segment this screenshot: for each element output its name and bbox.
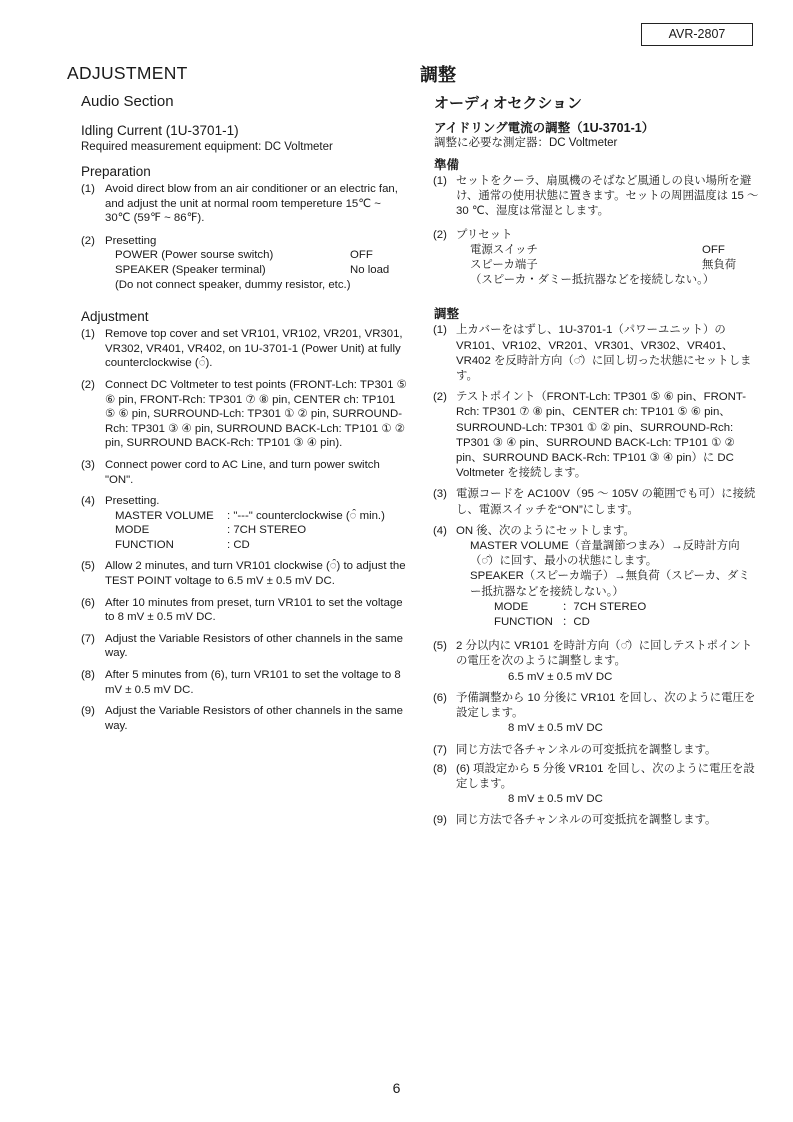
jp-adj-value: 8 mV ± 0.5 mV DC (508, 722, 603, 735)
en-adj-item: (9) Adjust the Variable Resistors of other channels in the same way. (81, 705, 404, 732)
jp-adj-value: 8 mV ± 0.5 mV DC (508, 793, 603, 806)
en-prep-preset: (2) Presetting POWER (Power sourse switch) OFF SPEAKER (Speaker terminal) No load (Do not connect speaker, dummy resistor, etc.) (67, 234, 407, 292)
en-preset-row: SPEAKER (Speaker terminal) No load (115, 263, 390, 276)
jp-prep-heading: 準備 (434, 158, 460, 172)
jp-prep-preset: (2) プリセット 電源スイッチ OFF スピーカ端子 無負荷 （スピーカ・ダミー抵抗器などを接続しない。） (433, 228, 737, 287)
en-adj-item: (8) After 5 minutes from (6), turn VR101 to set the voltage to 8 mV ± 0.5 mV DC. (81, 669, 401, 696)
en-required-equipment: Required measurement equipment: DC Voltmeter (81, 141, 333, 153)
jp-adj-item: (2) テストポイント（FRONT-Lch: TP301 ⑤ ⑥ pin、FRONT-Rch: TP301 ⑦ ⑧ pin、CENTER ch: TP101 ⑤ ⑥ pin、SURROUND-Lch: TP301 ① ② pin、SURROUND-Rch: TP301 ③ ④ pin、SURROUND BACK-Lch: TP101 ① ② pin、SURROUND BACK-Rch: TP101 ③ ④ pin）に DC Voltmeter を接続します。 (433, 391, 747, 480)
jp-prep-list (420, 174, 760, 288)
jp-adj-item: (3) 電源コードを AC100V（95 ～ 105V の範囲でも可）に接続し、電源スイッチを“ON”にします。 (433, 488, 756, 516)
en-adj-item: (6) After 10 minutes from preset, turn VR101 to set the voltage to 8 mV ± 0.5 mV DC. (81, 596, 403, 624)
jp-adj-item: (6) 予備調整から 10 分後に VR101 を回し、次のように電圧を設定します。 8 mV ± 0.5 mV DC (420, 691, 760, 737)
en-subsection: Idling Current (1U-3701-1) (81, 123, 239, 138)
jp-section: オーディオセクション (434, 95, 583, 112)
english-column (67, 62, 407, 733)
jp-adj-item: (5) 2 分以内に VR101 を時計方向（◌̂）に回しテストポイントの電圧を次のように調整します。 6.5 mV ± 0.5 mV DC (420, 639, 760, 685)
en-preset-row: POWER (Power sourse switch) OFF (115, 249, 373, 262)
en-adj-item: (2) Connect DC Voltmeter to test points (FRONT-Lch: TP301 ⑤ ⑥ pin, FRONT-Rch: TP301 ⑦ ⑧ pin, CENTER ch: TP101 ⑤ ⑥ pin, SURROUND-Lch: TP301 ① ② pin, SURROUND-Rch: TP301 ③ ④ pin, SURROUND BACK-Lch: TP101 ① ② pin, SURROUND BACK-Rch: TP101 ③ ④ pin). (81, 378, 407, 450)
jp-adj-list (420, 323, 760, 828)
jp-prep-item: (1) セットをクーラ、扇風機のそばなど風通しの良い場所を避け、通常の使用状態に置きます。セットの周囲温度は 15 ～ 30 ℃、湿度は常湿とします。 (433, 175, 759, 218)
jp-adj-item: (9) 同じ方法で各チャンネルの可変抵抗を調整します。 (433, 814, 717, 827)
en-prep-heading: Preparation (81, 164, 151, 179)
jp-adj-item: (1) 上カバーをはずし、1U-3701-1（パワーユニット）の VR101、VR102、VR201、VR301、VR302、VR401、VR402 を反時計方向（◌̂）に回し切った状態にセットします。 (433, 324, 752, 383)
en-adj-item: (7) Adjust the Variable Resistors of other channels in the same way. (81, 632, 404, 660)
en-title: ADJUSTMENT (67, 63, 188, 83)
en-prep-item: (1) Avoid direct blow from an air conditioner or an electric fan, and adjust the unit at normal room tempereture 15℃ ~ 30℃ (59℉ ~ 86℉). (81, 183, 398, 225)
jp-adj-value: 6.5 mV ± 0.5 mV DC (508, 670, 613, 683)
model-number-box: AVR-2807 (641, 23, 753, 46)
en-adj-item-presetting: (4) Presetting. MASTER VOLUME : "---" counterclockwise (◌̂ min.) MODE : 7CH STEREO FUNCTION : CD (81, 495, 385, 551)
en-section: Audio Section (81, 93, 174, 110)
jp-adj-heading: 調整 (434, 307, 460, 322)
jp-title: 調整 (420, 65, 456, 85)
japanese-column (420, 64, 760, 829)
en-preset-note: (Do not connect speaker, dummy resistor, etc.) (115, 278, 351, 291)
en-adj-item: (3) Connect power cord to AC Line, and turn power switch "ON". (81, 458, 380, 486)
en-adj-item: (1) Remove top cover and set VR101, VR102, VR201, VR301, VR302, VR401, VR402, on 1U-3701-1 (Power Unit) at fully counterclockwise (◌̂). (81, 328, 403, 370)
en-adj-item: (5) Allow 2 minutes, and turn VR101 clockwise (◌̂) to adjust the TEST POINT voltage to 6.5 mV ± 0.5 mV DC. (81, 560, 406, 588)
jp-adj-item: (8) (6) 項設定から 5 分後 VR101 を回し、次のように電圧を設定します。 8 mV ± 0.5 mV DC (420, 762, 760, 808)
page-number: 6 (392, 1080, 401, 1096)
jp-adj-item-presetting: (4) ON 後、次のようにセットします。 MASTER VOLUME（音量調節つまみ）→反時計方向（◌̂）に回す、最小の状態にします。 SPEAKER（スピーカ端子）→無負荷（スピーカ、ダミー抵抗器などを接続しない。） MODE ：7CH STEREO FUNCTION ：CD (433, 524, 750, 629)
en-prep-list (67, 182, 407, 292)
jp-adj-item: (7) 同じ方法で各チャンネルの可変抵抗を調整します。 (433, 743, 717, 756)
en-adj-list (67, 327, 407, 733)
jp-required-equipment: 調整に必要な測定器：DC Voltmeter (434, 137, 618, 149)
en-adj-heading: Adjustment (81, 309, 149, 325)
jp-subsection: アイドリング電流の調整（1U-3701-1） (434, 121, 655, 135)
